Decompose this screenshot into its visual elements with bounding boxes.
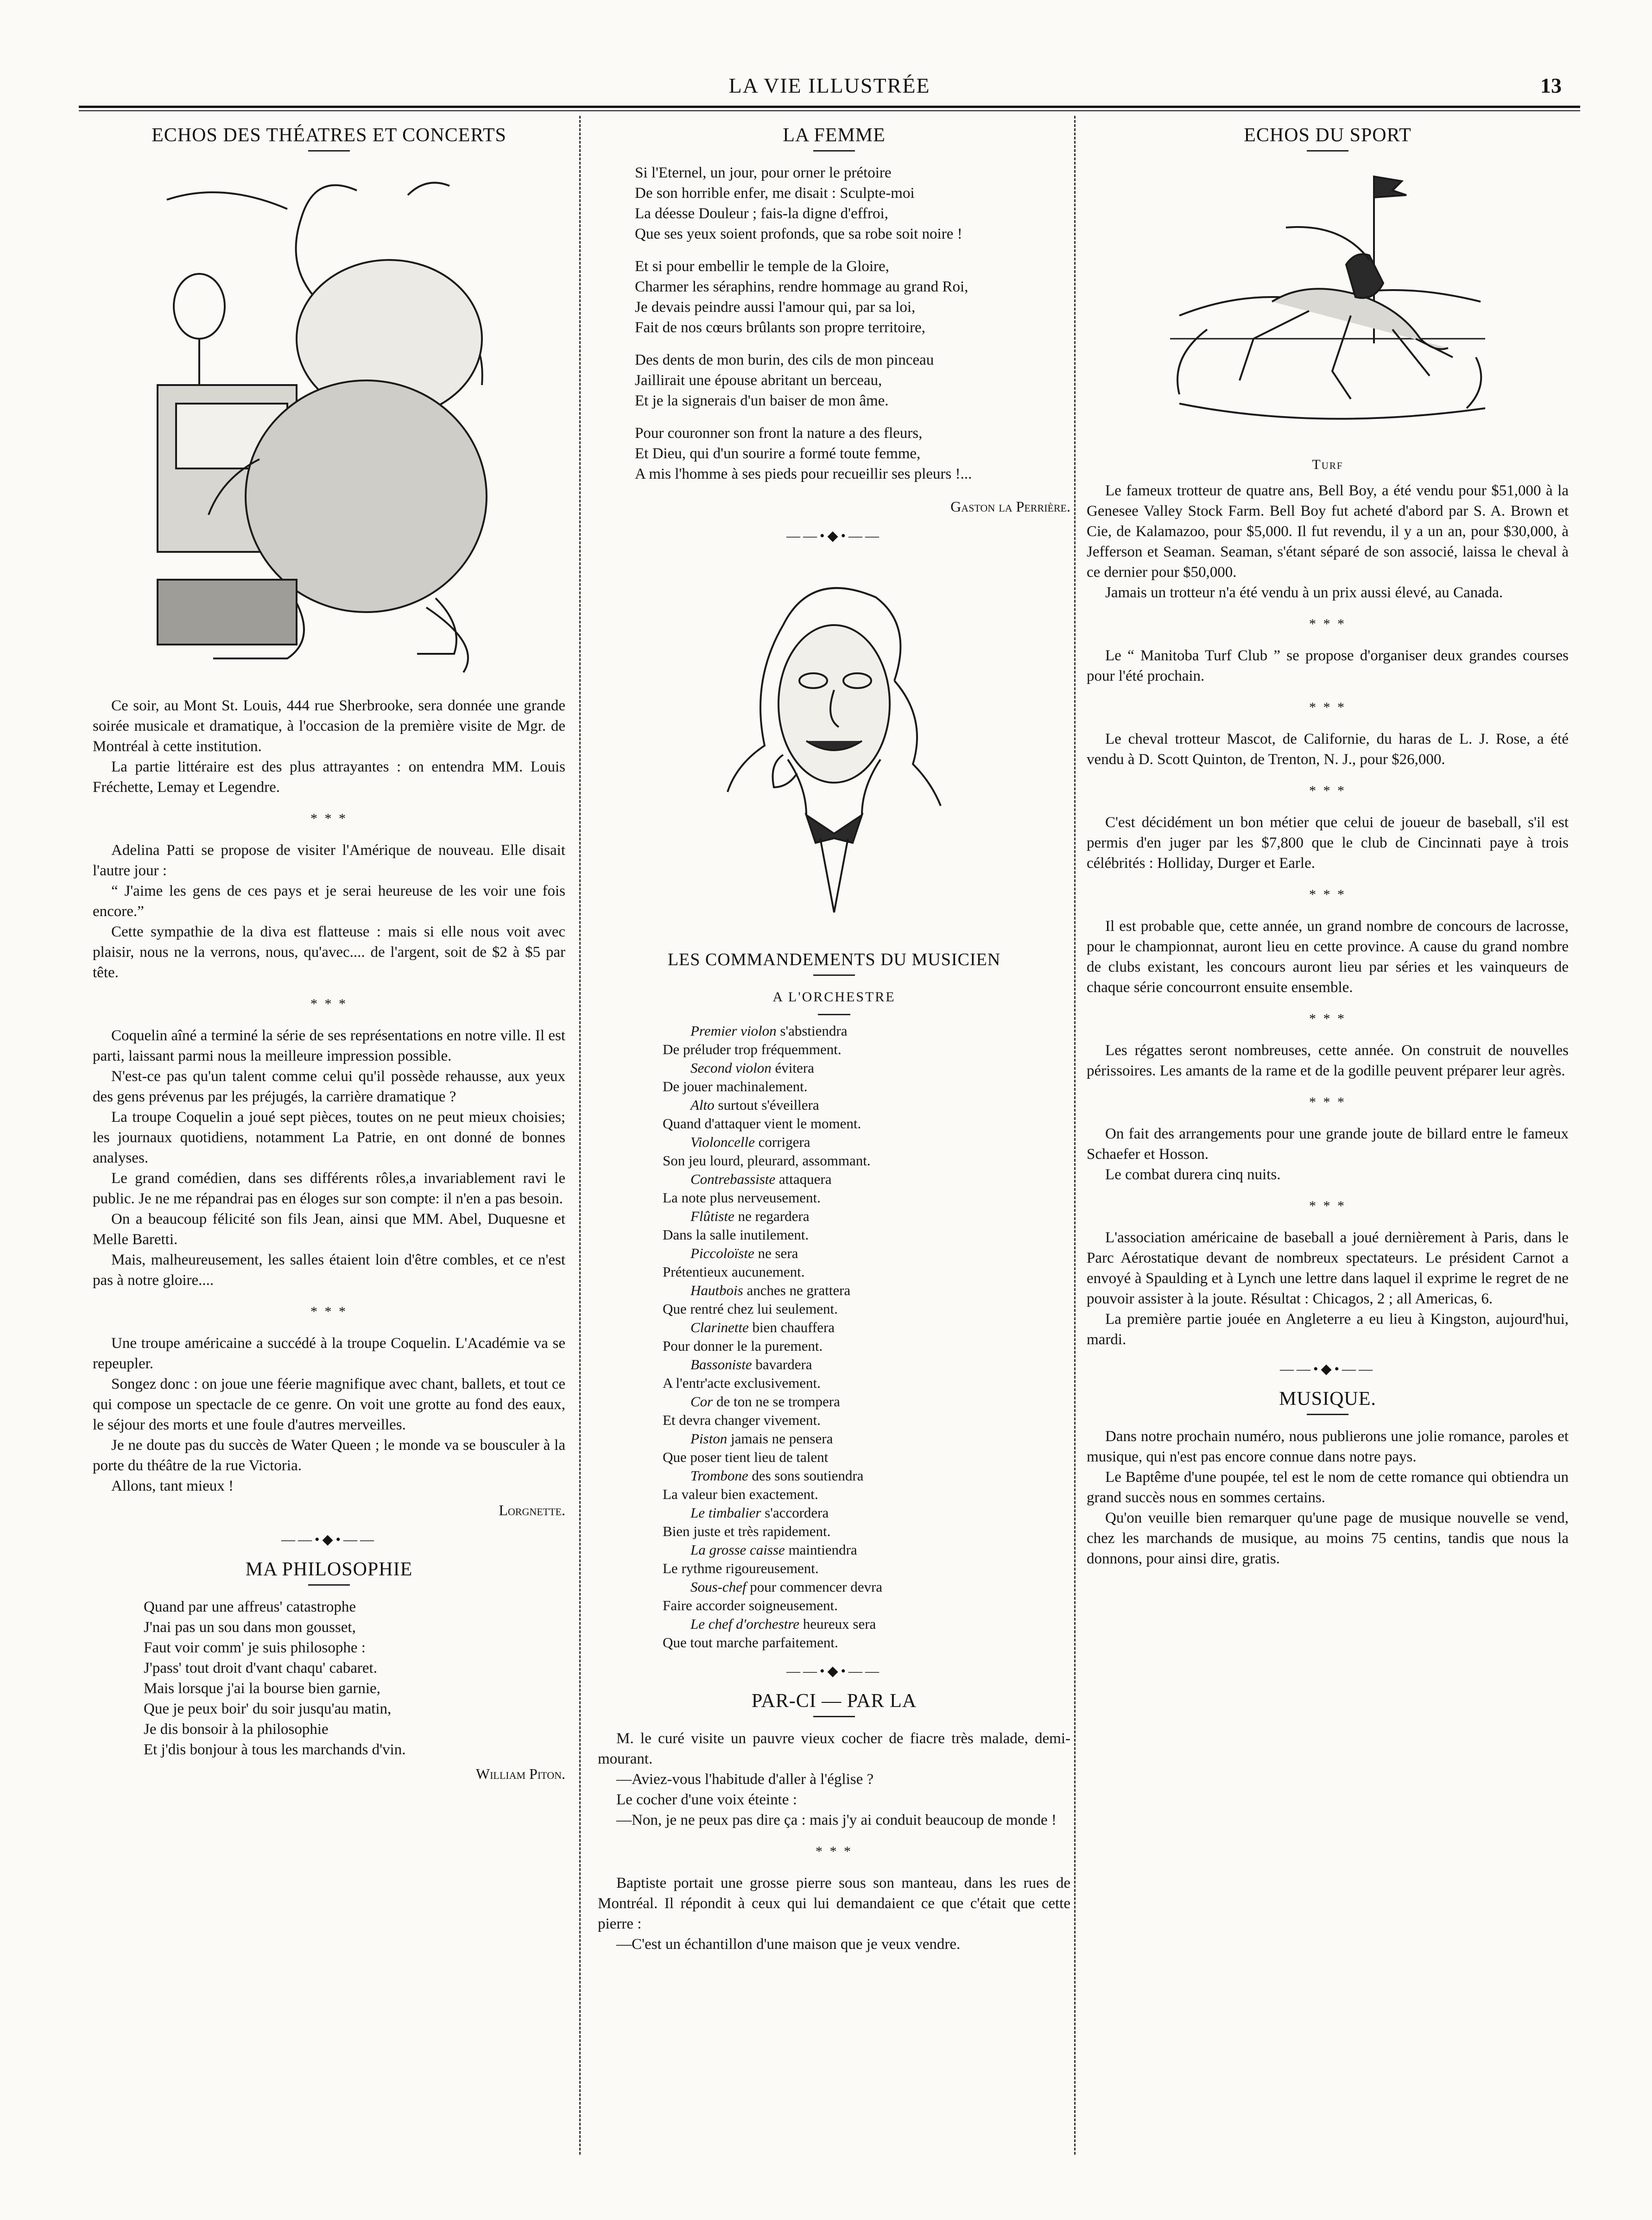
poem-line: Et si pour embellir le temple de la Gloire,	[635, 258, 889, 275]
commandement-line	[663, 1522, 1070, 1541]
commandement-line	[663, 1633, 1070, 1652]
poem-line: Mais lorsque j'ai la bourse bien garnie,	[144, 1680, 380, 1697]
commandement-line	[663, 1022, 1070, 1040]
column-divider-right	[1074, 116, 1076, 2155]
theatre-paragraph: Allons, tant mieux !	[111, 1478, 234, 1494]
theatre-paragraph: Mais, malheureusement, les salles étaient loin d'être combles, et ce n'est pas à notre gloire....	[93, 1252, 565, 1289]
section-stars: * * *	[1309, 1094, 1346, 1110]
commandement-line	[663, 1226, 1070, 1244]
commandement-line	[663, 1429, 1070, 1448]
commandement-text: corrigera	[754, 1134, 810, 1150]
poem-line: Des dents de mon burin, des cils de mon pinceau	[635, 352, 934, 368]
sport-paragraph: On fait des arrangements pour une grande joute de billard entre le fameux Schaefer et Hosson.	[1087, 1126, 1569, 1163]
commandement-text: bien chauffera	[748, 1319, 835, 1335]
parci-paragraph: —Aviez-vous l'habitude d'aller à l'église ?	[616, 1771, 874, 1788]
commandement-text: ne regardera	[734, 1208, 810, 1224]
sport-paragraph: Le fameux trotteur de quatre ans, Bell Boy, a été vendu pour $51,000 à la Genesee Valley Stock Farm. Bell Boy fut acheté d'abord par S. A. Brown et Cie, de Kalamazoo, pour $5,000. Il fut revendu, il y a un an, pour $30,000, à Jefferson et Seaman. Seaman, s'étant séparé de son associé, laissa le cheval à ce dernier pour $50,000.	[1087, 482, 1569, 581]
commandement-line	[663, 1559, 1070, 1578]
poem-stanza	[635, 350, 1070, 411]
column-divider-left	[579, 116, 581, 2155]
theatre-paragraph: La partie littéraire est des plus attrayantes : on entendra MM. Louis Fréchette, Lemay et Legendre.	[93, 759, 565, 796]
poem-line: Que ses yeux soient profonds, que sa robe soit noire !	[635, 226, 962, 242]
poem-la-femme	[635, 163, 1070, 484]
commandement-line	[663, 1133, 1070, 1151]
parci-paragraph: Baptiste portait une grosse pierre sous son manteau, dans les rues de Montréal. Il répondit à ceux qui lui demandaient ce que c'était que cette pierre :	[598, 1875, 1070, 1932]
commandement-text: Son jeu lourd, pleurard, assommant.	[663, 1152, 871, 1169]
commandement-text: heureux sera	[799, 1616, 876, 1632]
instrument-name: Le chef d'orchestre	[690, 1616, 800, 1632]
theatre-paragraph: Une troupe américaine a succédé à la troupe Coquelin. L'Académie va se repeupler.	[93, 1335, 565, 1372]
section-stars: * * *	[1309, 1198, 1346, 1214]
commandement-text: s'accordera	[761, 1505, 829, 1521]
commandement-text: A l'entr'acte exclusivement.	[663, 1375, 821, 1391]
page-header	[79, 65, 1580, 116]
instrument-name: Trombone	[690, 1467, 748, 1484]
commandement-text: Bien juste et très rapidement.	[663, 1523, 831, 1539]
commandement-line	[663, 1281, 1070, 1300]
ornament-divider: ——•◆•——	[281, 1532, 377, 1547]
section-stars: * * *	[310, 811, 348, 826]
commandement-line	[663, 1263, 1070, 1281]
parci-paragraph: —Non, je ne peux pas dire ça : mais j'y ai conduit beaucoup de monde !	[616, 1812, 1057, 1828]
commandement-line	[663, 1467, 1070, 1485]
musique-paragraph: Qu'on veuille bien remarquer qu'une page de musique nouvelle se vend, chez les marchands de musique, au moins 75 centins, tandis que nous la donnons, pour ainsi dire, gratis.	[1087, 1510, 1569, 1567]
instrument-name: Hautbois	[690, 1282, 743, 1298]
commandement-line	[663, 1151, 1070, 1170]
poem-line: Faut voir comm' je suis philosophe :	[144, 1639, 366, 1656]
title-rule	[818, 1014, 850, 1015]
instrument-name: Cor	[690, 1393, 713, 1410]
poem-line: Que je peux boir' du soir jusqu'au matin,	[144, 1701, 392, 1717]
theatre-paragraph: Songez donc : on joue une féerie magnifique avec chant, ballets, et tout ce qui compose un spectacle de ce genre. On voit une grotte au fond des eaux, le séjour des morts et une foule d'autres merveilles.	[93, 1376, 565, 1433]
section-stars: * * *	[1309, 700, 1346, 715]
title-rule	[813, 1716, 855, 1717]
commandement-line	[663, 1615, 1070, 1633]
commandement-line	[663, 1541, 1070, 1559]
commandements-list	[663, 1022, 1070, 1652]
commandement-line	[663, 1337, 1070, 1355]
commandement-text: évitera	[771, 1060, 814, 1076]
poem-line: La déesse Douleur ; fais-la digne d'effroi,	[635, 205, 888, 222]
section-title-sport: ECHOS DU SPORT	[1244, 125, 1411, 146]
poem-line: Si l'Eternel, un jour, pour orner le prétoire	[635, 164, 892, 181]
commandement-text: surtout s'éveillera	[714, 1097, 819, 1113]
theatre-paragraph: Cette sympathie de la diva est flatteuse : mais si elle nous voit avec plaisir, nous ne la verrons, nous, qu'avec.... de l'argent, soit de $2 à $5 par tête.	[93, 923, 565, 981]
commandement-text: Et devra changer vivement.	[663, 1412, 821, 1428]
parci-paragraph: M. le curé visite un pauvre vieux cocher de fiacre très malade, demi-mourant.	[598, 1730, 1070, 1767]
header-rule	[79, 106, 1580, 108]
commandement-line	[663, 1040, 1070, 1059]
musique-paragraph: Le Baptême d'une poupée, tel est le nom de cette romance qui obtiendra un grand succès nous en sommes certains.	[1087, 1469, 1569, 1506]
commandement-line	[663, 1318, 1070, 1337]
instrument-name: Le timbalier	[690, 1505, 761, 1521]
title-rule	[308, 1584, 350, 1586]
commandement-text: Prétentieux aucunement.	[663, 1264, 805, 1280]
ornament-divider: ——•◆•——	[786, 1663, 882, 1679]
sport-paragraph: L'association américaine de baseball a joué dernièrement à Paris, dans le Parc Aérostatique devant de nombreux spectateurs. Le président Carnot a envoyé à Spaulding et à Lynch une lettre dans laquel il exprime le regret de ne pouvoir assister à la joute. Résultat : Chicagos, 2 ; all Americas, 6.	[1087, 1229, 1569, 1307]
poem-line: Je dis bonsoir à la philosophie	[144, 1721, 329, 1738]
column-sport	[1087, 125, 1569, 1569]
poem-stanza	[635, 256, 1070, 338]
sport-paragraph: Il est probable que, cette année, un grand nombre de concours de lacrosse, pour le championnat, auront lieu en cette province. A cause du grand nombre de clubs existant, les concours auront lieu par séries et les vainqueurs de chaque série concourront ensuite ensemble.	[1087, 918, 1569, 996]
section-stars: * * *	[1309, 1011, 1346, 1026]
commandement-text: Dans la salle inutilement.	[663, 1227, 809, 1243]
sport-paragraph: La première partie jouée en Angleterre a eu lieu à Kingston, aujourd'hui, mardi.	[1087, 1311, 1569, 1348]
poem-stanza	[635, 163, 1070, 244]
signature-piton: William Piton.	[475, 1765, 565, 1782]
instrument-name: Violoncelle	[690, 1134, 755, 1150]
poem-line: Je devais peindre aussi l'amour qui, par sa loi,	[635, 299, 916, 316]
commandement-text: Faire accorder soigneusement.	[663, 1597, 838, 1613]
musician-caricature-illustration	[714, 556, 955, 936]
subtitle-orchestre: A L'ORCHESTRE	[772, 989, 896, 1005]
title-rule	[813, 974, 855, 976]
theatre-paragraph: La troupe Coquelin a joué sept pièces, toutes on ne peut mieux choisies; les journaux quotidiens, notamment La Patrie, en ont donné de bonnes analyses.	[93, 1109, 565, 1166]
commandement-text: Quand d'attaquer vient le moment.	[663, 1115, 861, 1132]
sport-paragraph: Les régattes seront nombreuses, cette année. On construit de nouvelles périssoires. Les amants de la rame et de la godille peuvent préparer leur agrès.	[1087, 1042, 1569, 1079]
commandement-line	[663, 1096, 1070, 1114]
commandement-text: de ton ne se trompera	[713, 1393, 840, 1410]
section-title-parci: PAR-CI — PAR LA	[751, 1690, 917, 1712]
column-femme	[598, 125, 1070, 1954]
instrument-name: Alto	[690, 1097, 715, 1113]
elephant-pianist-illustration	[148, 163, 510, 682]
commandement-text: Que rentré chez lui seulement.	[663, 1301, 838, 1317]
title-rule	[1307, 150, 1348, 152]
commandement-line	[663, 1189, 1070, 1207]
theatre-paragraph: On a beaucoup félicité son fils Jean, ainsi que MM. Abel, Duquesne et Melle Baretti.	[93, 1211, 565, 1248]
poem-line: Jaillirait une épouse abritant un berceau,	[635, 372, 882, 389]
section-title-commandements: LES COMMANDEMENTS DU MUSICIEN	[667, 950, 1001, 969]
parci-paragraph: —C'est un échantillon d'une maison que je veux vendre.	[616, 1936, 961, 1953]
ornament-divider: ——•◆•——	[1279, 1361, 1376, 1377]
commandement-line	[663, 1077, 1070, 1096]
commandement-line	[663, 1448, 1070, 1467]
instrument-name: La grosse caisse	[690, 1542, 785, 1558]
poem-line: Et j'dis bonjour à tous les marchands d'vin.	[144, 1741, 406, 1758]
commandement-line	[663, 1300, 1070, 1318]
section-title-musique: MUSIQUE.	[1279, 1388, 1376, 1410]
commandement-line	[663, 1355, 1070, 1374]
commandement-text: pour commencer devra	[746, 1579, 883, 1595]
poem-line: Charmer les séraphins, rendre hommage au grand Roi,	[635, 278, 968, 295]
commandement-line	[663, 1114, 1070, 1133]
poem-philosophie	[144, 1597, 565, 1760]
horse-racing-illustration	[1152, 163, 1504, 441]
title-rule	[813, 150, 855, 152]
theatre-paragraph: Ce soir, au Mont St. Louis, 444 rue Sherbrooke, sera donnée une grande soirée musicale et dramatique, à l'occasion de la première visite de Mgr. de Montréal à cette institution.	[93, 697, 565, 755]
poem-line: Fait de nos cœurs brûlants son propre territoire,	[635, 319, 925, 336]
commandement-text: anches ne grattera	[743, 1282, 851, 1298]
commandement-line	[663, 1411, 1070, 1429]
parci-paragraph: Le cocher d'une voix éteinte :	[616, 1791, 797, 1808]
instrument-name: Sous-chef	[690, 1579, 747, 1595]
column-theatres	[93, 125, 565, 1789]
commandement-line	[663, 1504, 1070, 1522]
page-number: 13	[1540, 74, 1562, 97]
instrument-name: Contrebassiste	[690, 1171, 776, 1187]
theatre-paragraph: Coquelin aîné a terminé la série de ses représentations en notre ville. Il est parti, laissant parmi nous la meilleure impression possible.	[93, 1027, 565, 1064]
commandement-text: De jouer machinalement.	[663, 1078, 808, 1094]
commandement-line	[663, 1059, 1070, 1077]
commandement-line	[663, 1207, 1070, 1226]
section-title-theatres: ECHOS DES THÉATRES ET CONCERTS	[152, 125, 506, 146]
instrument-name: Piccoloïste	[690, 1245, 754, 1261]
commandement-text: La note plus nerveusement.	[663, 1189, 821, 1206]
commandement-line	[663, 1244, 1070, 1263]
theatre-paragraph: Adelina Patti se propose de visiter l'Amérique de nouveau. Elle disait l'autre jour :	[93, 842, 565, 879]
poem-line: J'nai pas un sou dans mon gousset,	[144, 1619, 356, 1636]
journal-title: LA VIE ILLUSTRÉE	[728, 74, 930, 97]
commandement-text: des sons soutiendra	[748, 1467, 864, 1484]
commandement-line	[663, 1596, 1070, 1615]
commandement-text: maintiendra	[785, 1542, 857, 1558]
poem-line: De son horrible enfer, me disait : Sculpte-moi	[635, 185, 915, 202]
caption-turf: Turf	[1312, 457, 1343, 472]
poem-line: J'pass' tout droit d'vant chaqu' cabaret.	[144, 1660, 377, 1676]
instrument-name: Premier violon	[690, 1023, 777, 1039]
section-stars: * * *	[310, 996, 348, 1012]
commandement-text: Que tout marche parfaitement.	[663, 1634, 838, 1651]
sport-paragraph: Le “ Manitoba Turf Club ” se propose d'organiser deux grandes courses pour l'été prochain.	[1087, 647, 1569, 684]
commandement-text: Le rythme rigoureusement.	[663, 1560, 819, 1576]
commandement-text: jamais ne pensera	[727, 1430, 833, 1447]
instrument-name: Piston	[690, 1430, 728, 1447]
sport-paragraph: Le cheval trotteur Mascot, de Californie, du haras de L. J. Rose, a été vendu à D. Scott Quinton, de Trenton, N. J., pour $26,000.	[1087, 731, 1569, 768]
title-rule	[1307, 1414, 1348, 1415]
title-rule	[308, 150, 350, 152]
signature-lorgnette: Lorgnette.	[499, 1502, 565, 1518]
sport-paragraph: Le combat durera cinq nuits.	[1105, 1166, 1281, 1183]
section-stars: * * *	[816, 1844, 853, 1859]
section-stars: * * *	[310, 1304, 348, 1319]
commandement-text: Pour donner le la purement.	[663, 1338, 823, 1354]
instrument-name: Bassoniste	[690, 1356, 752, 1372]
theatre-paragraph: “ J'aime les gens de ces pays et je serai heureuse de les voir une fois encore.”	[93, 883, 565, 920]
commandement-line	[663, 1485, 1070, 1504]
poem-line: Et je la signerais d'un baiser de mon âme.	[635, 392, 889, 409]
musique-paragraph: Dans notre prochain numéro, nous publierons une jolie romance, paroles et musique, qui n'est pas encore connue dans notre pays.	[1087, 1428, 1569, 1465]
commandement-text: s'abstiendra	[776, 1023, 848, 1039]
instrument-name: Second violon	[690, 1060, 772, 1076]
ornament-divider: ——•◆•——	[786, 528, 882, 544]
section-stars: * * *	[1309, 783, 1346, 798]
commandement-text: De préluder trop fréquemment.	[663, 1041, 842, 1057]
commandement-text: La valeur bien exactement.	[663, 1486, 818, 1502]
theatre-paragraph: N'est-ce pas qu'un talent comme celui qu'il possède rehausse, aux yeux des gens prévenus par les préjugés, la carrière dramatique ?	[93, 1068, 565, 1105]
commandement-text: Que poser tient lieu de talent	[663, 1449, 829, 1465]
section-title-femme: LA FEMME	[783, 125, 886, 146]
section-title-philosophie: MA PHILOSOPHIE	[245, 1559, 413, 1580]
commandement-text: ne sera	[754, 1245, 798, 1261]
commandement-text: attaquera	[775, 1171, 832, 1187]
sport-paragraph: Jamais un trotteur n'a été vendu à un prix aussi élevé, au Canada.	[1105, 584, 1503, 601]
poem-stanza	[635, 423, 1070, 484]
header-rule-thin	[79, 110, 1580, 111]
poem-line: Et Dieu, qui d'un sourire a formé toute femme,	[635, 445, 921, 462]
section-stars: * * *	[1309, 887, 1346, 902]
instrument-name: Flûtiste	[690, 1208, 734, 1224]
signature-perriere: Gaston la Perrière.	[950, 498, 1070, 515]
poem-line: Quand par une affreus' catastrophe	[144, 1599, 356, 1615]
commandement-line	[663, 1170, 1070, 1189]
theatre-paragraph: Le grand comédien, dans ses différents rôles,a invariablement ravi le public. Je ne me répandrai pas en éloges sur son compte: il n'en a pas besoin.	[93, 1170, 565, 1207]
poem-line: Pour couronner son front la nature a des fleurs,	[635, 425, 923, 442]
theatre-paragraph: Je ne doute pas du succès de Water Queen ; le monde va se bousculer à la porte du théâtre de la rue Victoria.	[93, 1437, 565, 1474]
commandement-line	[663, 1578, 1070, 1596]
sport-paragraph: C'est décidément un bon métier que celui de joueur de baseball, s'il est permis d'en juger par les $7,800 que le club de Cincinnati paye à trois célébrités : Holliday, Durger et Earle.	[1087, 814, 1569, 872]
commandement-line	[663, 1392, 1070, 1411]
section-stars: * * *	[1309, 616, 1346, 632]
commandement-line	[663, 1374, 1070, 1392]
commandement-text: bavardera	[752, 1356, 812, 1372]
poem-line: A mis l'homme à ses pieds pour recueillir ses pleurs !...	[635, 466, 972, 482]
instrument-name: Clarinette	[690, 1319, 749, 1335]
